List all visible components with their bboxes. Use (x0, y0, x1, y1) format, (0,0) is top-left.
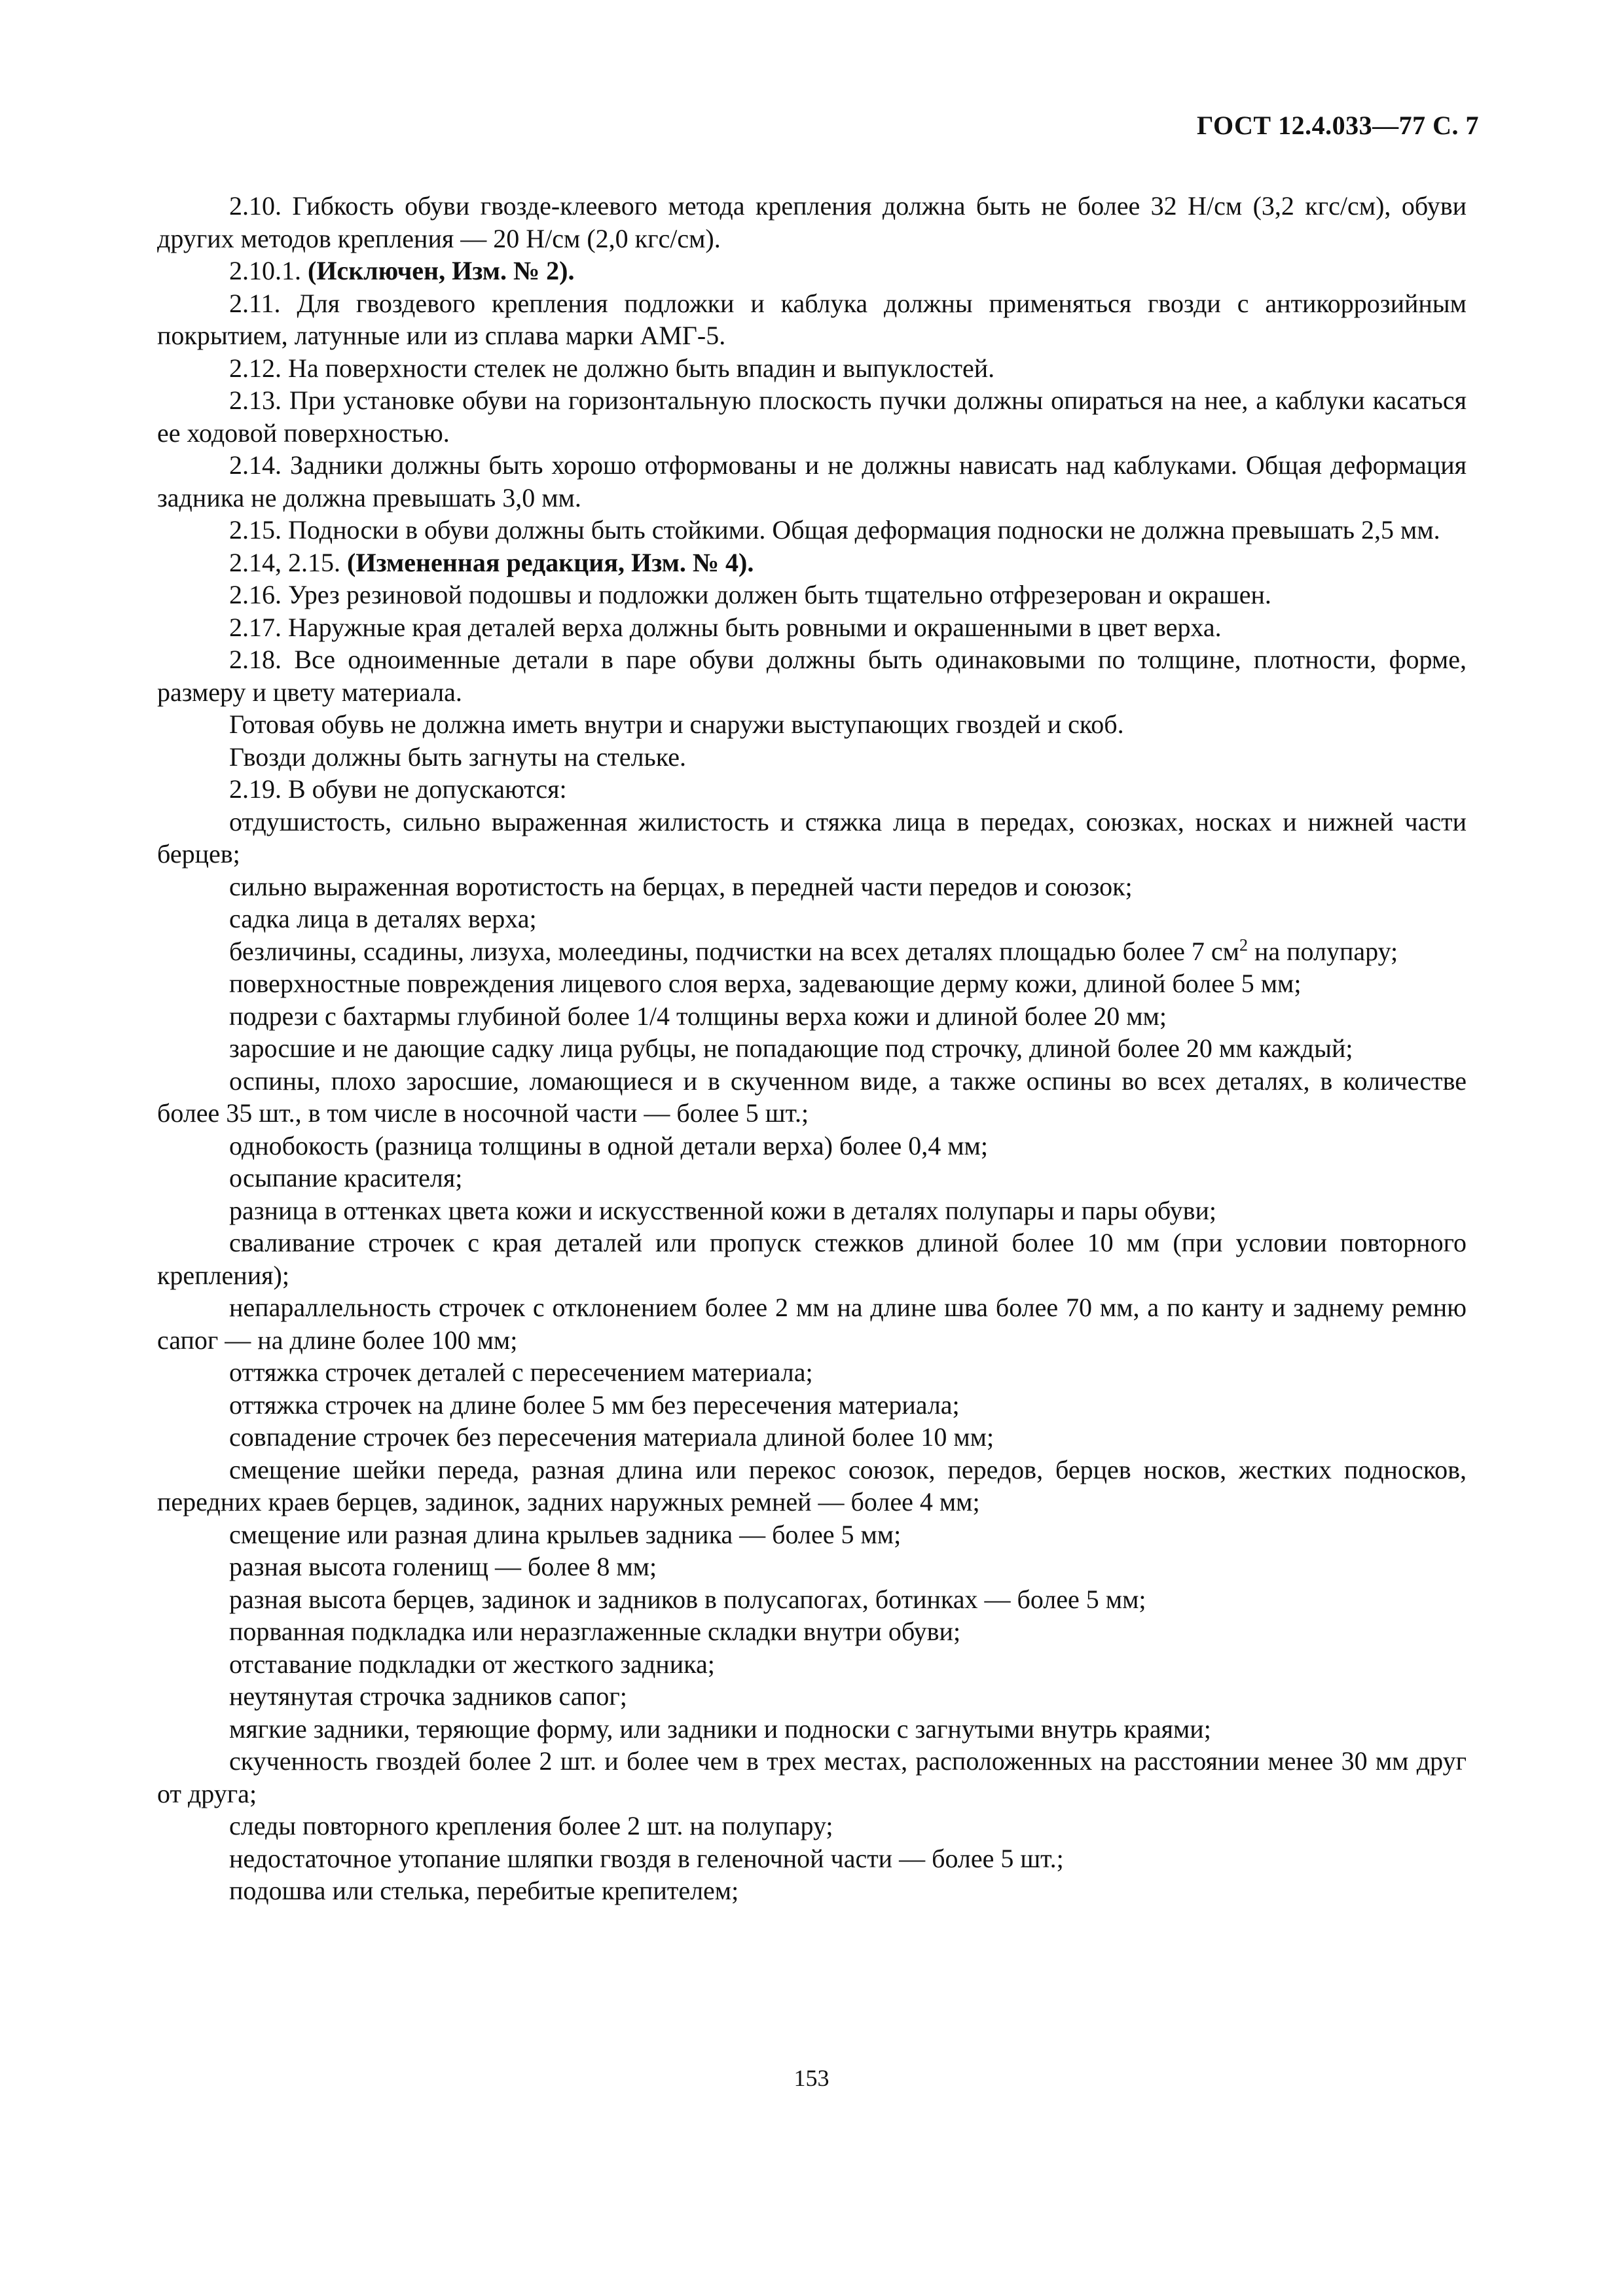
paragraph-2-18: 2.18. Все одноименные детали в паре обуви должны быть одинаковыми по толщине, плотности, форме, размеру и цвету материала. (157, 645, 1467, 707)
document-body (157, 190, 1467, 1907)
defect-item: разная высота берцев, задинок и задников в полусапогах, ботинках — более 5 мм; (229, 1584, 1146, 1614)
superscript: 2 (1239, 935, 1248, 955)
defect-item: оспины, плохо заросшие, ломающиеся и в скученном виде, а также оспины во всех деталях, в количестве более 35 шт., в том числе в носочной части — более 5 шт.; (157, 1066, 1467, 1128)
defect-item: отдушистость, сильно выраженная жилистость и стяжка лица в передах, союзках, носках и нижней части берцев; (157, 806, 1467, 869)
defect-item: неутянутая строчка задников сапог; (229, 1681, 627, 1711)
amendment-note: (Исключен, Изм. № 2). (308, 256, 575, 285)
paragraph-2-16: 2.16. Урез резиновой подошвы и подложки должен быть тщательно отфрезерован и окрашен. (229, 580, 1271, 609)
amendment-2-14-2-15 (157, 547, 1467, 579)
defect-item: однобокость (разница толщины в одной детали верха) более 0,4 мм; (229, 1130, 988, 1160)
defect-item: осыпание красителя; (229, 1163, 463, 1193)
paragraph-2-14: 2.14. Задники должны быть хорошо отформованы и не должны нависать над каблуками. Общая деформация задника не должна превышать 3,0 мм. (157, 450, 1467, 512)
defect-item: поверхностные повреждения лицевого слоя верха, задевающие дерму кожи, длиной более 5 мм; (229, 969, 1302, 998)
defect-item: совпадение строчек без пересечения материала длиной более 10 мм; (229, 1422, 994, 1452)
defect-item: смещение или разная длина крыльев задника — более 5 мм; (229, 1519, 902, 1549)
paragraph-2-17: 2.17. Наружные края деталей верха должны быть ровными и окрашенными в цвет верха. (229, 612, 1222, 642)
defect-item: оттяжка строчек деталей с пересечением материала; (229, 1357, 813, 1387)
defect-item: смещение шейки переда, разная длина или перекос союзок, передов, берцев носков, жестких подносков, передних краев берцев, задинок, задних наружных ремней — более 4 мм; (157, 1454, 1467, 1516)
paragraph-nails: Гвозди должны быть загнуты на стельке. (229, 742, 686, 772)
defect-item: заросшие и не дающие садку лица рубцы, не попадающие под строчку, длиной более 20 мм каждый; (229, 1033, 1353, 1063)
defect-item: подрези с бахтармы глубиной более 1/4 толщины верха кожи и длиной более 20 мм; (229, 1001, 1167, 1031)
defect-item: отставание подкладки от жесткого задника; (229, 1649, 715, 1679)
page-number: 153 (793, 2065, 830, 2091)
defect-text-tail: на полупару; (1247, 936, 1398, 966)
defect-item: подошва или стелька, перебитые крепителем; (229, 1876, 739, 1905)
amendment-note: (Измененная редакция, Изм. № 4). (347, 547, 754, 577)
amendment-ref: 2.10.1. (229, 256, 301, 285)
defect-item: разная высота голенищ — более 8 мм; (229, 1552, 657, 1581)
amendment-2-10-1 (157, 255, 1467, 287)
paragraph-2-12: 2.12. На поверхности стелек не должно быть впадин и выпуклостей. (229, 353, 995, 383)
defect-item: недостаточное утопание шляпки гвоздя в геленочной части — более 5 шт.; (229, 1843, 1064, 1873)
defect-item: оттяжка строчек на длине более 5 мм без пересечения материала; (229, 1390, 960, 1420)
defect-item: следы повторного крепления более 2 шт. на полупару; (229, 1811, 833, 1840)
defect-item: скученность гвоздей более 2 шт. и более чем в трех местах, расположенных на расстоянии менее 30 мм друг от друга; (157, 1746, 1467, 1808)
defect-item: сваливание строчек с края деталей или пропуск стежков длиной более 10 мм (при условии повторного крепления); (157, 1228, 1467, 1290)
defect-item: непараллельность строчек с отклонением более 2 мм на длине шва более 70 мм, а по канту и заднему ремню сапог — на длине более 100 мм; (157, 1293, 1467, 1355)
paragraph-2-10: 2.10. Гибкость обуви гвозде-клеевого метода крепления должна быть не более 32 Н/см (3,2 кгс/см), обуви других методов крепления — 20 Н/см (2,0 кгс/см). (157, 191, 1467, 253)
defect-item: мягкие задники, теряющие форму, или задники и подноски с загнутыми внутрь краями; (229, 1713, 1211, 1744)
paragraph-2-13: 2.13. При установке обуви на горизонтальную плоскость пучки должны опираться на нее, а каблуки касаться ее ходовой поверхностью. (157, 386, 1467, 448)
paragraph-2-15: 2.15. Подноски в обуви должны быть стойкими. Общая деформация подноски не должна превышать 2,5 мм. (229, 515, 1440, 545)
defect-item: разница в оттенках цвета кожи и искусственной кожи в деталях полупары и пары обуви; (229, 1195, 1217, 1225)
defect-item: порванная подкладка или неразглаженные складки внутри обуви; (229, 1617, 961, 1646)
document-header: ГОСТ 12.4.033—77 С. 7 (1196, 111, 1479, 140)
defect-text: безличины, ссадины, лизуха, молеедины, подчистки на всех деталях площадью более 7 см (229, 936, 1239, 966)
paragraph-2-11: 2.11. Для гвоздевого крепления подложки и каблука должны применяться гвозди с антикоррозийным покрытием, латунные или из сплава марки АМГ-5. (157, 288, 1467, 350)
paragraph-2-19: 2.19. В обуви не допускаются: (229, 774, 567, 804)
defect-item: сильно выраженная воротистость на берцах, в передней части передов и союзок; (229, 871, 1133, 901)
defect-item: садка лица в деталях верха; (229, 904, 537, 933)
defect-item (157, 935, 1467, 968)
paragraph-finished-shoes: Готовая обувь не должна иметь внутри и снаружи выступающих гвоздей и скоб. (229, 709, 1124, 739)
amendment-ref: 2.14, 2.15. (229, 547, 340, 577)
